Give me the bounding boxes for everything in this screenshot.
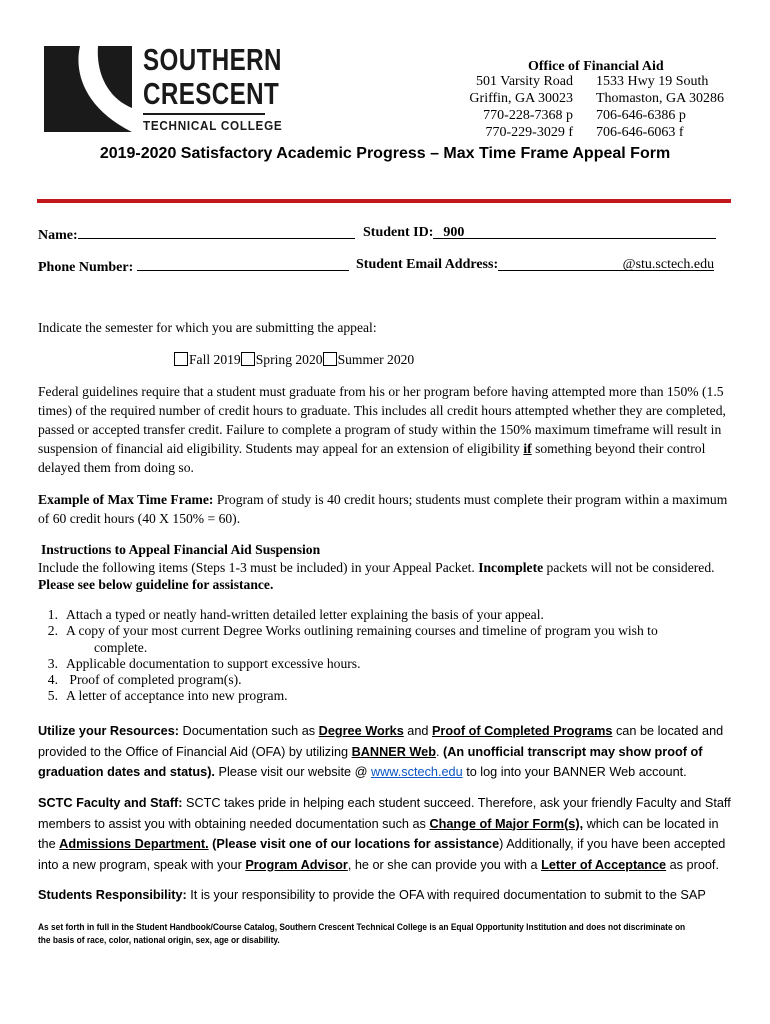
letter-of-acceptance-text: Letter of Acceptance [541, 857, 667, 872]
student-id-input-line[interactable] [433, 225, 716, 239]
phone-line: 706-646-6386 p [596, 108, 686, 123]
responsibility-text: It is your responsibility to provide the OFA with required documentation to submit to the SAP [186, 888, 706, 902]
logo-text-technical-college: TECHNICAL COLLEGE [143, 118, 283, 133]
program-advisor-text: Program Advisor [245, 857, 348, 872]
thomaston-address [596, 73, 724, 141]
list-text: A copy of your most current Degree Works outlining remaining courses and timeline of program you wish to [66, 623, 658, 639]
instructions-text-part: packets will not be considered. [543, 559, 715, 575]
fax-line: 706-646-6063 f [596, 125, 684, 140]
list-item [38, 623, 738, 639]
resources-text: can be located and provided to the Office of Financial Aid (OFA) by utilizing [38, 724, 724, 759]
list-number: 3. [47, 655, 58, 671]
faculty-text: SCTC takes pride in helping each student succeed. Therefore, ask your friendly Faculty and Staff members to assist you with obtaining needed documentation such as [38, 796, 731, 831]
locations-note: (Please visit one of our locations for assistance [212, 837, 500, 851]
college-logo-mark [44, 46, 132, 132]
guidelines-text-end: something beyond their control delayed them from doing so. [38, 441, 706, 475]
list-item [38, 672, 738, 688]
federal-guidelines-paragraph [38, 382, 734, 477]
list-number: 5. [47, 688, 58, 704]
logo-text-crescent: CRESCENT [143, 76, 280, 111]
list-item [38, 656, 738, 672]
instructions-text-part: Include the following items (Steps 1-3 must be included) in your Appeal Packet. [38, 559, 479, 575]
website-link[interactable]: www.sctech.edu [370, 765, 463, 779]
degree-works-text: Degree Works [318, 724, 404, 738]
email-input-line[interactable] [498, 257, 714, 271]
fall-2019-checkbox[interactable] [174, 352, 188, 366]
email-label: Student Email Address: [356, 257, 499, 272]
guideline-emphasis: Please see below guideline for assistance. [38, 577, 274, 592]
equal-opportunity-footer: As set forth in full in the Student Handbook/Course Catalog, Southern Crescent Technical College is an Equal Opportunity Institution and does not discriminate on the basis of race, color, national origin, sex, age or disability. [38, 922, 686, 945]
spring-2020-label: Spring 2020 [255, 352, 323, 367]
spring-2020-checkbox[interactable] [241, 352, 255, 366]
list-number: 2. [47, 623, 58, 639]
resources-text: Documentation such as [179, 724, 319, 738]
student-id-field[interactable] [363, 225, 716, 241]
responsibility-paragraph [38, 885, 738, 906]
phone-line: 770-228-7368 p [483, 108, 573, 123]
example-label: Example of Max Time Frame: [38, 492, 214, 507]
griffin-address [469, 73, 573, 141]
list-item [38, 688, 738, 704]
student-id-label: Student ID: [363, 225, 434, 240]
faculty-text: , he or she can provide you with a [347, 857, 542, 872]
title-divider [37, 199, 731, 203]
name-label: Name: [38, 228, 78, 243]
instructions-list [38, 607, 738, 705]
form-title: 2019-2020 Satisfactory Academic Progress – Max Time Frame Appeal Form [99, 145, 671, 162]
resources-text: . [435, 744, 444, 759]
responsibility-label: Students Responsibility: [38, 888, 187, 902]
address-line: Thomaston, GA 30286 [596, 91, 724, 106]
incomplete-emphasis: Incomplete [478, 559, 544, 575]
email-suffix: @stu.sctech.edu [622, 257, 715, 272]
guidelines-text: Federal guidelines require that a student must graduate from his or her program before having attempted more than 150% (1.5 times) of the required number of credit hours to graduate. This includes all credit hours attempted whether they are completed, passed or accepted transfer credit. Failure to complete a program of study within the 150% maximum timeframe will result in suspension of financial aid eligibility. Students may appeal for an extension of eligibility [38, 384, 726, 456]
change-of-major-text: Change of Major Form(s), [429, 816, 584, 831]
address-line: 1533 Hwy 19 South [596, 74, 709, 89]
address-line: Griffin, GA 30023 [469, 91, 573, 106]
name-input-line[interactable] [78, 225, 355, 239]
faculty-paragraph [38, 793, 738, 875]
faculty-text: as proof. [666, 857, 719, 872]
example-text: Program of study is 40 credit hours; students must complete their program within a maximum of 60 credit hours (40 X 150% = 60). [38, 492, 728, 526]
resources-text: to log into your BANNER Web account. [462, 765, 687, 779]
name-field[interactable] [38, 225, 355, 244]
guidelines-emphasis: if [523, 441, 532, 456]
instructions-text [38, 559, 728, 594]
instructions-block [38, 541, 728, 594]
list-number: 4. [47, 672, 58, 688]
list-item-continuation: complete. [94, 639, 148, 655]
faculty-label: SCTC Faculty and Staff: [38, 796, 183, 810]
phone-field[interactable] [38, 257, 349, 276]
list-number: 1. [47, 607, 58, 622]
banner-web-text: BANNER Web [351, 744, 436, 759]
fax-line: 770-229-3029 f [485, 125, 573, 140]
transcript-note: (An unofficial transcript may show proof of graduation dates and status). [38, 744, 703, 779]
list-text: Applicable documentation to support excessive hours. [66, 655, 361, 671]
list-item [38, 607, 738, 623]
faculty-text: which can be located in the [38, 816, 719, 851]
logo-divider [143, 113, 265, 115]
proof-of-programs-text: Proof of Completed Programs [431, 724, 613, 738]
resources-label: Utilize your Resources: [38, 724, 180, 738]
phone-label: Phone Number: [38, 260, 134, 275]
phone-input-line[interactable] [137, 257, 349, 271]
resources-paragraph [38, 721, 734, 783]
summer-2020-label: Summer 2020 [337, 352, 415, 367]
logo-text-southern: SOUTHERN [143, 42, 282, 77]
student-id-value: 900 [443, 225, 465, 240]
summer-2020-checkbox[interactable] [323, 352, 337, 366]
fall-2019-label: Fall 2019 [189, 352, 241, 367]
office-title: Office of Financial Aid [528, 59, 664, 74]
admissions-text: Admissions Department. [59, 837, 209, 851]
email-field[interactable] [356, 257, 714, 273]
resources-text: and [403, 724, 432, 738]
instructions-heading: Instructions to Appeal Financial Aid Suspension [41, 542, 321, 557]
list-text: Proof of completed program(s). [66, 672, 242, 688]
list-text: A letter of acceptance into new program. [66, 688, 288, 704]
resources-text: Please visit our website @ [214, 765, 371, 779]
list-text: Attach a typed or neatly hand-written detailed letter explaining the basis of your appeal. [66, 607, 544, 622]
semester-prompt: Indicate the semester for which you are submitting the appeal: [38, 320, 377, 335]
semester-options [174, 350, 414, 369]
address-line: 501 Varsity Road [476, 74, 573, 89]
example-paragraph [38, 490, 728, 528]
faculty-text: ) Additionally, if you have been accepted into a new program, speak with your [38, 837, 726, 872]
